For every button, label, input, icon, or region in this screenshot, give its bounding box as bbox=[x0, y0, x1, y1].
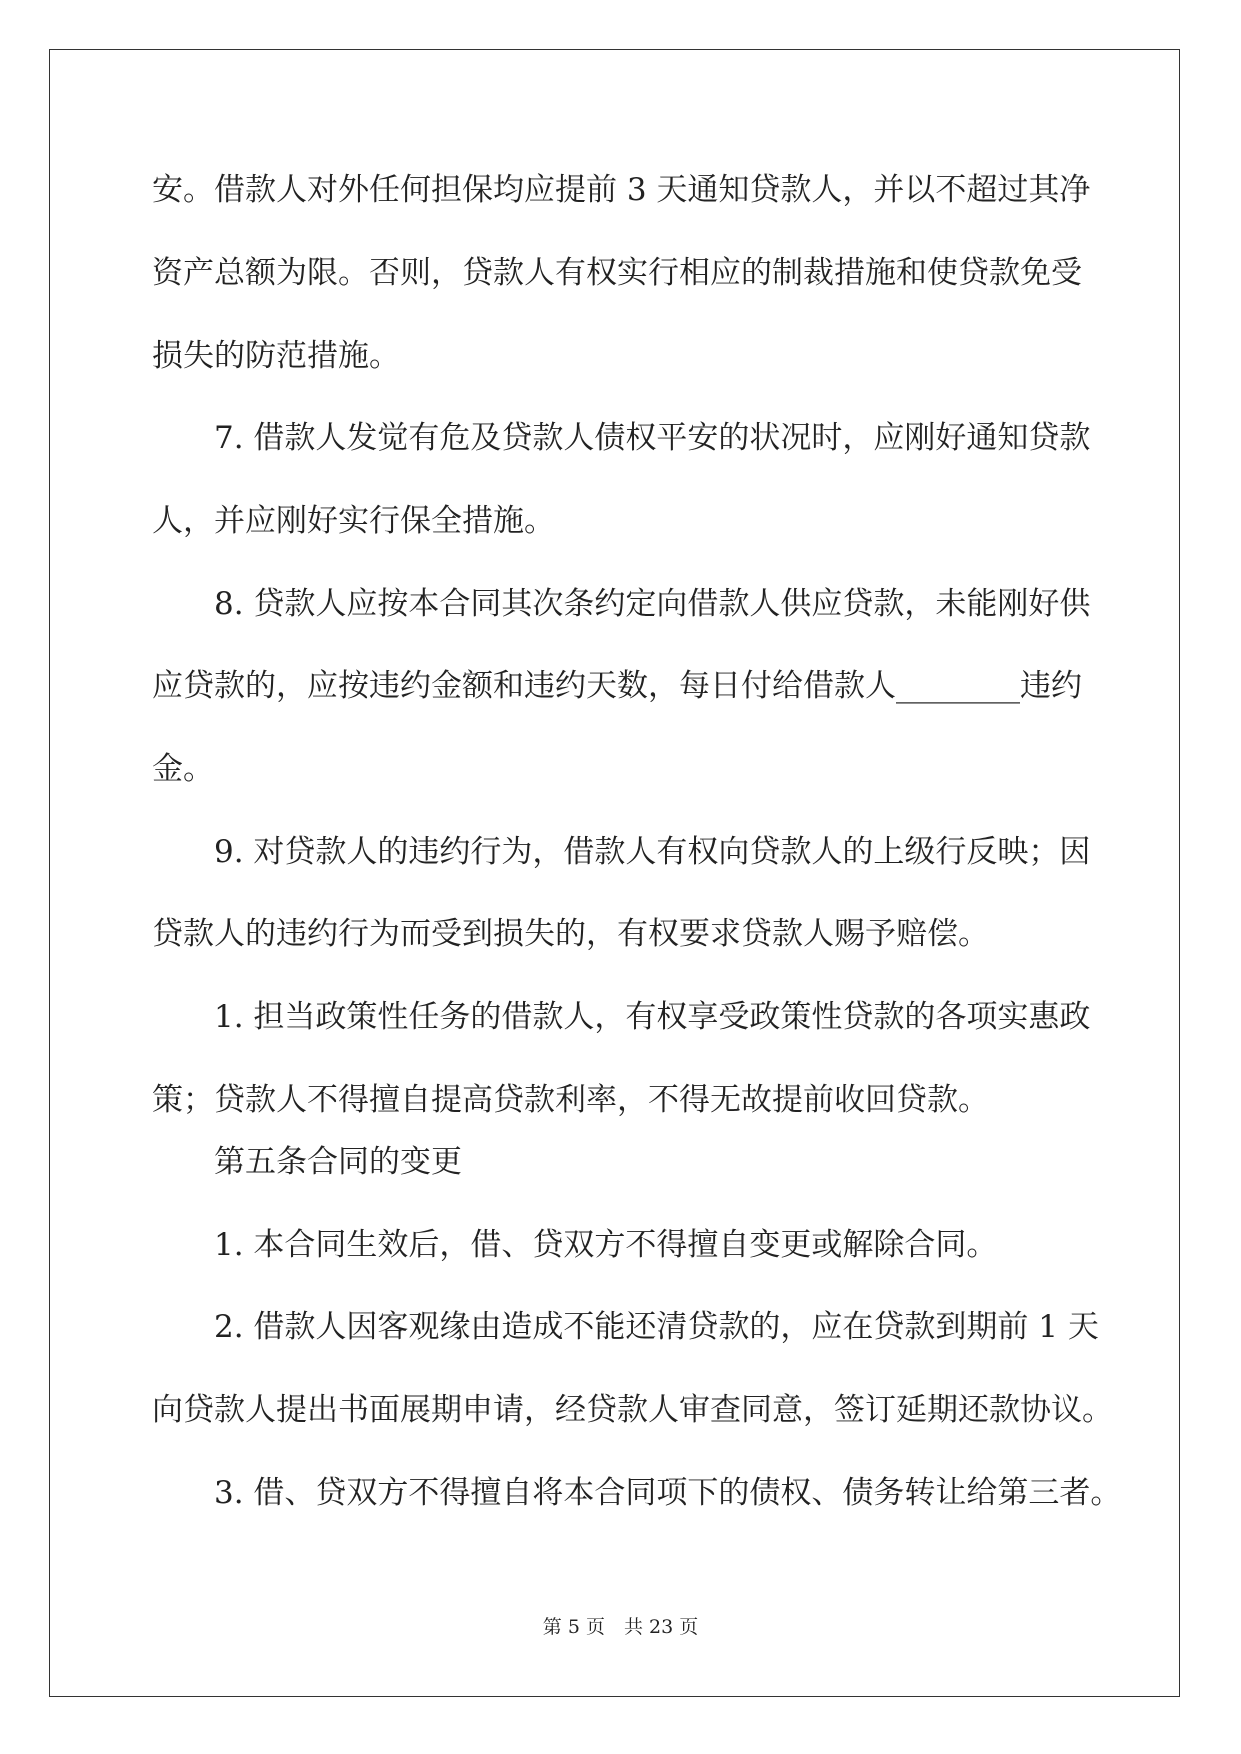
text-line-5: 人，并应刚好实行保全措施。 bbox=[152, 503, 555, 539]
text-line-3: 损失的防范措施。 bbox=[152, 338, 400, 374]
section-heading: 第五条合同的变更 bbox=[214, 1144, 462, 1180]
text-line-16: 向贷款人提出书面展期申请，经贷款人审查同意，签订延期还款协议。 bbox=[152, 1392, 1113, 1428]
text-line-15: 2. 借款人因客观缘由造成不能还清贷款的，应在贷款到期前 1 天 bbox=[214, 1309, 1099, 1345]
text-line-17: 3. 借、贷双方不得擅自将本合同项下的债权、债务转让给第三者。 bbox=[214, 1475, 1122, 1511]
text-line-7: 应贷款的，应按违约金额和违约天数，每日付给借款人________违约 bbox=[152, 668, 1082, 704]
text-line-2: 资产总额为限。否则，贷款人有权实行相应的制裁措施和使贷款免受 bbox=[152, 255, 1082, 291]
text-line-10: 贷款人的违约行为而受到损失的，有权要求贷款人赐予赔偿。 bbox=[152, 916, 989, 952]
text-line-12: 策；贷款人不得擅自提高贷款利率，不得无故提前收回贷款。 bbox=[152, 1082, 989, 1118]
text-line-11: 1. 担当政策性任务的借款人，有权享受政策性贷款的各项实惠政 bbox=[214, 999, 1091, 1035]
text-line-1: 安。借款人对外任何担保均应提前 3 天通知贷款人，并以不超过其净 bbox=[152, 172, 1091, 208]
text-line-6: 8. 贷款人应按本合同其次条约定向借款人供应贷款，未能刚好供 bbox=[214, 586, 1091, 622]
page-border bbox=[49, 49, 1180, 1697]
text-line-4: 7. 借款人发觉有危及贷款人债权平安的状况时，应刚好通知贷款 bbox=[214, 420, 1091, 456]
text-line-14: 1. 本合同生效后，借、贷双方不得擅自变更或解除合同。 bbox=[214, 1227, 998, 1263]
text-line-8: 金。 bbox=[152, 751, 214, 787]
page-number-footer: 第 5 页 共 23 页 bbox=[542, 1616, 699, 1638]
text-line-9: 9. 对贷款人的违约行为，借款人有权向贷款人的上级行反映；因 bbox=[214, 834, 1091, 870]
